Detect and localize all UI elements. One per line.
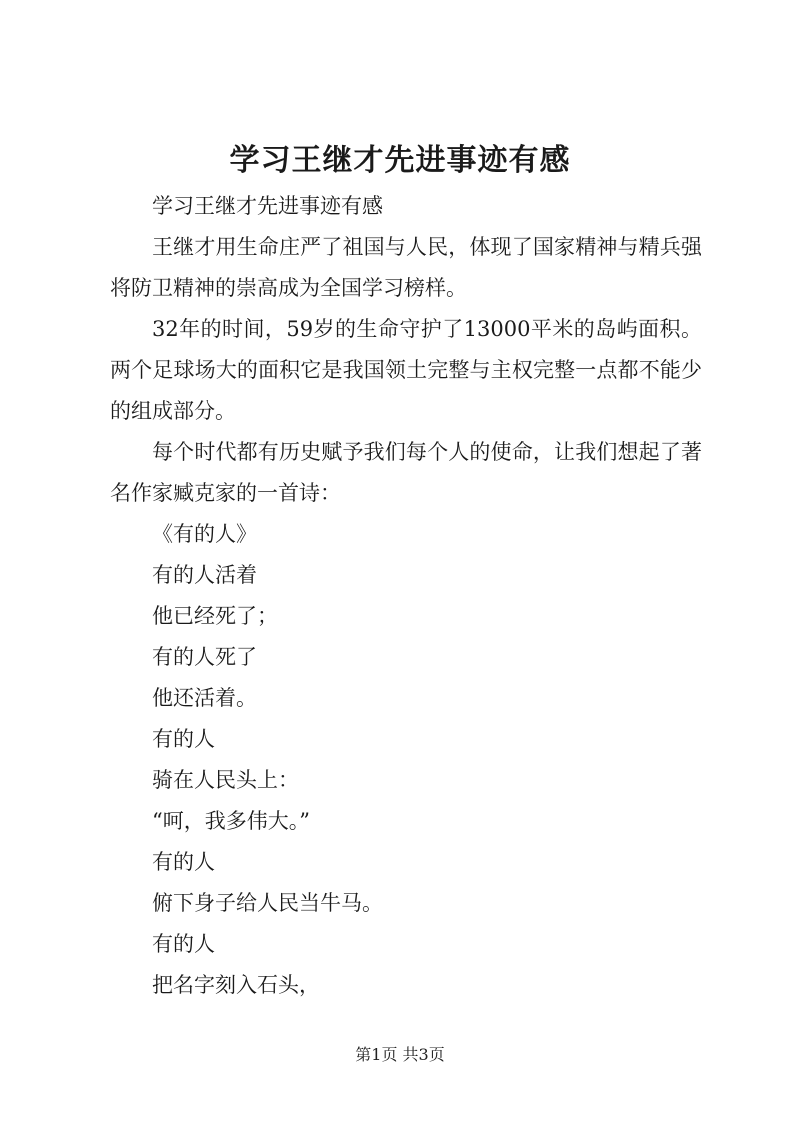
page-indicator: 第1页 共3页: [355, 1045, 445, 1064]
poem-line: 有的人活着: [152, 563, 257, 587]
document-title: 学习王继才先进事迹有感: [229, 143, 571, 178]
paragraph-island: 32年的时间，59岁的生命守护了13000平米的岛屿面积。两个足球场大的面积它是我国领土完整与主权完整一点都不能少的组成部分。: [110, 317, 702, 423]
poem-line: 有的人: [152, 932, 215, 956]
paragraph-mission: 每个时代都有历史赋予我们每个人的使命，让我们想起了著名作家臧克家的一首诗：: [110, 440, 702, 505]
poem-line: 有的人: [152, 850, 215, 874]
poem-line: 俯下身子给人民当牛马。: [152, 891, 383, 915]
document-body: [110, 186, 702, 1006]
poem-title: 《有的人》: [152, 522, 257, 546]
paragraph-intro: 王继才用生命庄严了祖国与人民，体现了国家精神与精兵强将防卫精神的崇高成为全国学习榜样。: [110, 235, 702, 300]
poem-line: “呵，我多伟大。”: [152, 809, 310, 833]
paragraph-heading: 学习王继才先进事迹有感: [152, 194, 383, 218]
poem-line: 有的人: [152, 727, 215, 751]
poem-line: 骑在人民头上：: [152, 768, 299, 792]
poem-line: 有的人死了: [152, 645, 257, 669]
poem-line: 他还活着。: [152, 686, 257, 710]
poem-line: 他已经死了；: [152, 604, 278, 628]
poem-line: 把名字刻入石头，: [152, 973, 320, 997]
